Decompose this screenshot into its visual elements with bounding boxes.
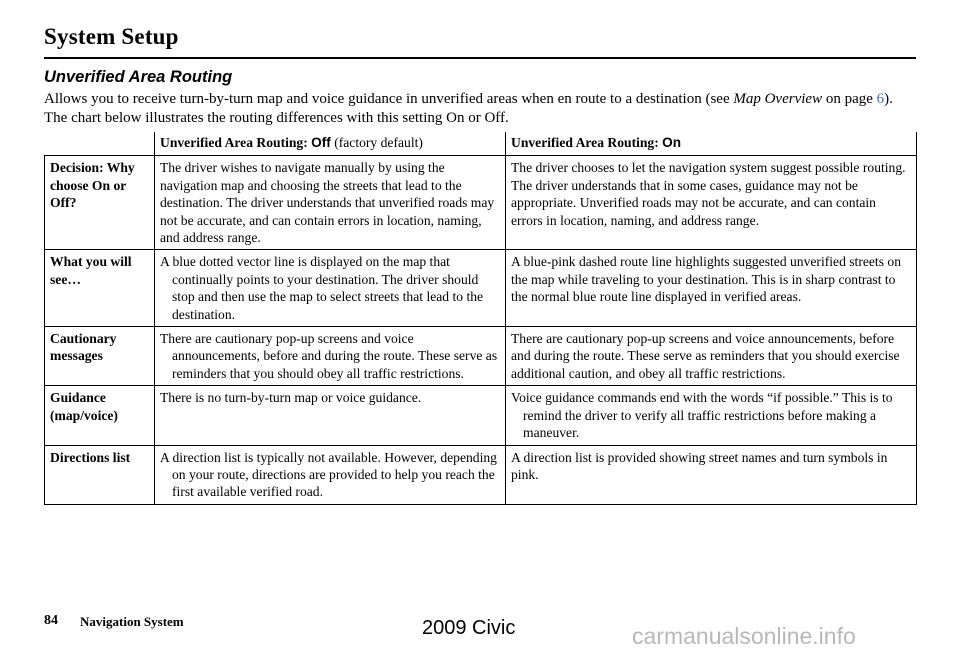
cell-off-directions-text: A direction list is typically not available. However, depending on your route, directions are provided to help you reach the first available verified road. [160, 449, 497, 500]
row-label-decision: Decision: Why choose On or Off? [45, 156, 155, 250]
header-blank-cell [45, 132, 155, 156]
cell-on-decision: The driver chooses to let the navigation system suggest possible routing. The driver understands that in some cases, guidance may not be appropriate. Unverified roads may not be accurate, and can contain errors in location, naming, and address range. [506, 156, 917, 250]
row-label-cautionary: Cautionary messages [45, 327, 155, 386]
intro-text-2: on page [822, 91, 877, 107]
cell-off-decision: The driver wishes to navigate manually by using the navigation map and choosing the streets that lead to the destination. The driver understands that unverified roads may not be accurate, and can contain errors in location, naming, and address range. [155, 156, 506, 250]
footer-label: Navigation System [80, 614, 184, 629]
cell-off-directions [155, 445, 506, 504]
column-header-off-value: Off [311, 135, 331, 150]
cell-on-what-you-see: A blue-pink dashed route line highlights suggested unverified streets on the map while traveling to your destination. This is in sharp contrast to the normal blue route line displayed in verified areas. [506, 250, 917, 327]
page-number: 84 [44, 613, 58, 628]
table-header-row [45, 132, 917, 156]
routing-comparison-table [44, 132, 917, 505]
cell-off-guidance: There is no turn-by-turn map or voice guidance. [155, 386, 506, 445]
cell-on-cautionary: There are cautionary pop-up screens and voice announcements, before and during the route. These serve as reminders that you should exercise additional caution, and obey all traffic restrictions. [506, 327, 917, 386]
cell-off-cautionary [155, 327, 506, 386]
cell-on-guidance-text: Voice guidance commands end with the words “if possible.” This is to remind the driver to verify all traffic restrictions before making a maneuver. [511, 390, 893, 441]
table-row [45, 250, 917, 327]
intro-text-3: ). The chart below illustrates the routing differences with this setting On or Off. [44, 91, 893, 126]
table-row [45, 386, 917, 445]
column-header-on-value: On [662, 135, 682, 150]
column-header-on-prefix: Unverified Area Routing: [511, 135, 663, 150]
intro-text-1: Allows you to receive turn-by-turn map and voice guidance in unverified areas when en route to a destination (see [44, 91, 734, 107]
title-divider [44, 57, 916, 59]
page-link[interactable]: 6 [876, 91, 885, 107]
watermark-model: 2009 Civic [422, 617, 516, 639]
column-header-on [506, 132, 917, 156]
intro-reference: Map Overview [733, 91, 823, 107]
intro-paragraph [44, 90, 918, 128]
column-header-off-prefix: Unverified Area Routing: [160, 135, 312, 150]
table-row [45, 445, 917, 504]
column-header-off [155, 132, 506, 156]
row-label-what-you-see: What you will see… [45, 250, 155, 327]
row-label-guidance: Guidance (map/voice) [45, 386, 155, 445]
cell-off-cautionary-text: There are cautionary pop-up screens and voice announcements, before and during the route. These serve as reminders that you should obey all traffic restrictions. [160, 331, 498, 381]
watermark-site: carmanualsonline.info [632, 623, 856, 649]
cell-on-guidance [506, 386, 917, 445]
cell-off-what-you-see [155, 250, 506, 327]
row-label-directions: Directions list [45, 445, 155, 504]
table-row [45, 156, 917, 250]
table-row [45, 327, 917, 386]
page-title: System Setup [44, 24, 179, 49]
cell-on-directions: A direction list is provided showing street names and turn symbols in pink. [506, 445, 917, 504]
cell-off-what-you-see-text: A blue dotted vector line is displayed on the map that continually points to your destination. The driver should stop and then use the map to select streets that lead to the destination. [160, 254, 484, 322]
section-title: Unverified Area Routing [44, 68, 233, 86]
column-header-off-note: (factory default) [330, 135, 423, 150]
